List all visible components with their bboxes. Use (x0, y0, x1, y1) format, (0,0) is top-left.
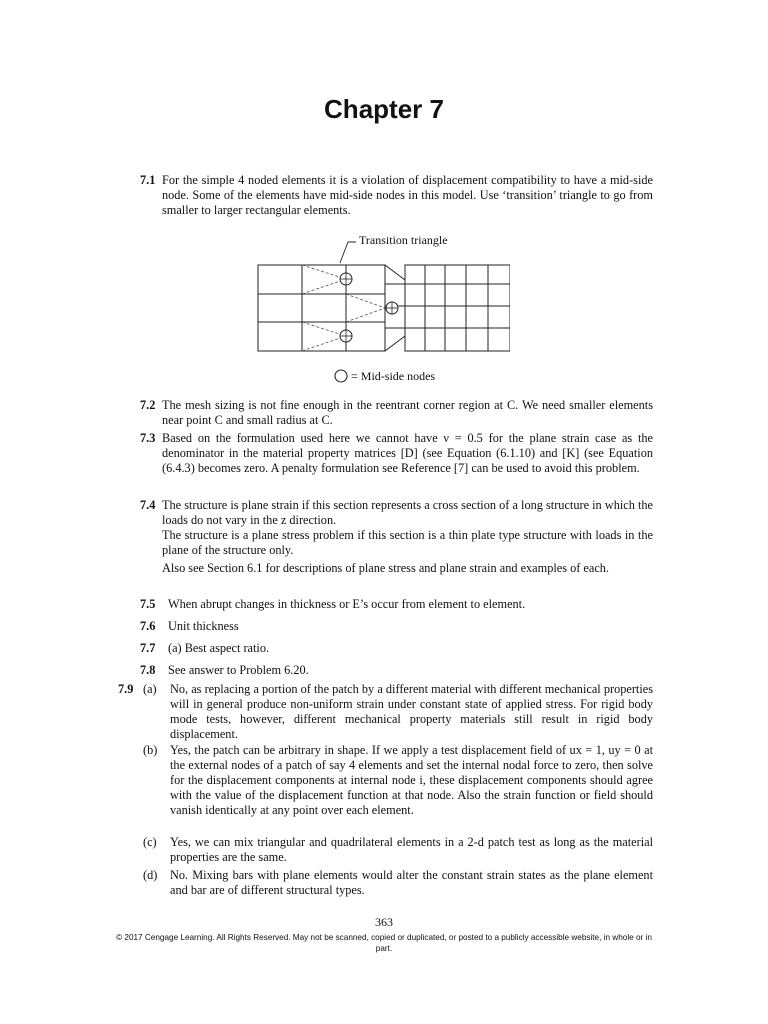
answer-7-9-a (143, 682, 653, 742)
answer-7-2 (140, 398, 655, 430)
answer-7-9-d (143, 868, 653, 898)
part-label: (a) (143, 682, 157, 696)
answer-7-7 (140, 641, 655, 657)
transition-triangle-label: Transition triangle (359, 233, 448, 247)
mid-side-nodes-legend: = Mid-side nodes (351, 369, 436, 383)
answer-7-5 (140, 597, 655, 613)
problem-number: 7.9 (118, 682, 134, 696)
chapter-title: Chapter 7 (324, 94, 444, 124)
answer-7-8 (140, 663, 655, 679)
answer-text: (a) Best aspect ratio. (168, 641, 270, 655)
answer-text: For the simple 4 noded elements it is a violation of displacement compatibility to have a mid-side node. Some of the elements have mid-side nodes in this model. Use ‘transition’ triangle to go from smaller to larger rectangular elements. (162, 173, 653, 217)
answer-text: The structure is plane strain if this section represents a cross section of a long structure in which the loads do not vary in the z direction. (162, 498, 653, 527)
answer-text: The mesh sizing is not fine enough in the reentrant corner region at C. We need smaller elements near point C and small radius at C. (162, 398, 653, 427)
answer-7-9-b (143, 743, 653, 833)
answer-text: No, as replacing a portion of the patch by a different material with different mechanical properties will in general produce non-uniform strain under constant state of applied stress. For rigid body mode tests, however, different mechanical property materials still result in rigid body displacement. (170, 682, 653, 741)
answer-7-6 (140, 619, 655, 635)
part-label: (c) (143, 835, 157, 849)
answer-text: Also see Section 6.1 for descriptions of plane stress and plane strain and examples of each. (162, 561, 609, 575)
answer-text: Based on the formulation used here we cannot have ν = 0.5 for the plane strain case as the denominator in the material property matrices [D] (see Equation (6.1.10) and [K] (see Equation (6.4.3) becomes zero. A penalty formulation see Reference [7] can be used to avoid this problem. (162, 431, 653, 475)
answer-text: Unit thickness (168, 619, 239, 633)
answer-7-9-number (118, 682, 142, 698)
answer-text: Yes, we can mix triangular and quadrilateral elements in a 2-d patch test as long as the material properties are the same. (170, 835, 653, 864)
answer-7-9-c (143, 835, 653, 865)
problem-number: 7.8 (140, 663, 156, 677)
answer-7-1 (140, 173, 655, 221)
answer-text: The structure is a plane stress problem if this section is a thin plate type structure with loads in the plane of the structure only. (162, 528, 653, 557)
answer-7-3 (140, 431, 655, 493)
problem-number: 7.1 (140, 173, 156, 187)
part-label: (b) (143, 743, 158, 757)
page-number: 363 (375, 915, 393, 929)
problem-number: 7.5 (140, 597, 156, 611)
copyright-notice: © 2017 Cengage Learning. All Rights Reserved. May not be scanned, copied or duplicated, or posted to a publicly accessible website, in whole or in part. (116, 933, 652, 953)
answer-text: See answer to Problem 6.20. (168, 663, 309, 677)
problem-number: 7.4 (140, 498, 156, 512)
problem-number: 7.7 (140, 641, 156, 655)
problem-number: 7.3 (140, 431, 156, 445)
answer-text: Yes, the patch can be arbitrary in shape. If we apply a test displacement field of ux = 1, uy = 0 at the external nodes of a patch of say 4 elements and set the internal nodal force to zero, then solve for the displacement components at internal node i, these displacement components should agree with the value of the displacement function at that node. Also the strain function or field should vanish identically at any point over each element. (170, 743, 653, 817)
transition-mesh-figure (230, 228, 510, 388)
part-label: (d) (143, 868, 158, 882)
answer-text: When abrupt changes in thickness or E’s occur from element to element. (168, 597, 526, 611)
answer-7-4 (140, 498, 655, 593)
problem-number: 7.2 (140, 398, 156, 412)
answer-text: No. Mixing bars with plane elements would alter the constant strain states as the plane element and bar are of different structural types. (170, 868, 653, 897)
problem-number: 7.6 (140, 619, 156, 633)
